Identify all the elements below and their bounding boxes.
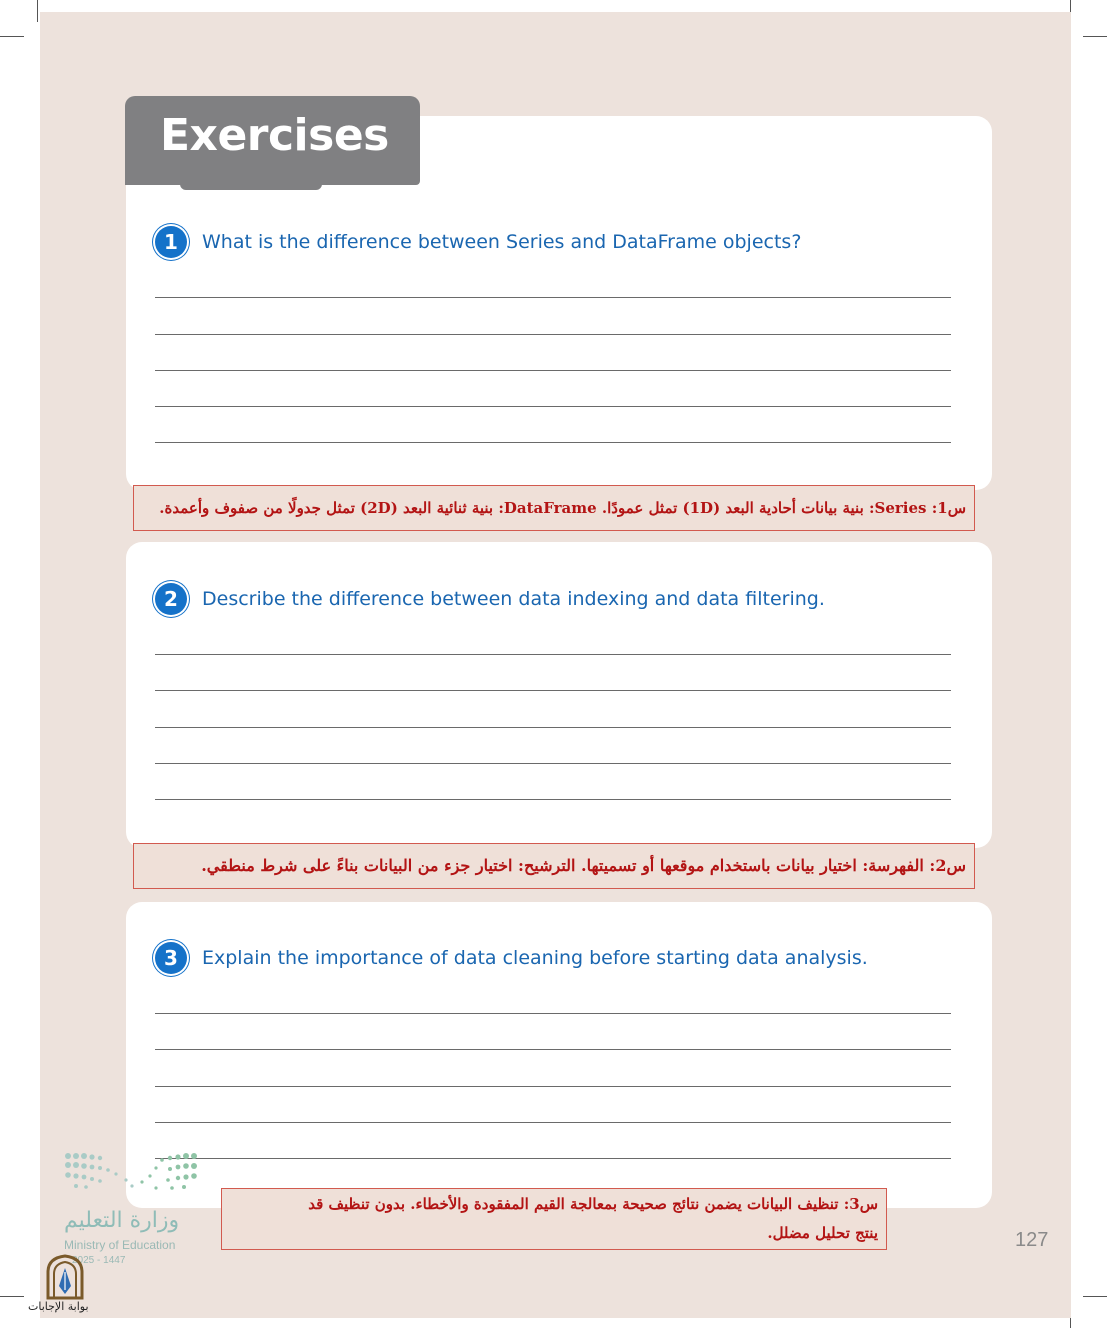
question-number-badge: 2: [155, 583, 187, 615]
page-number: 127: [1015, 1229, 1049, 1251]
crop-mark: [0, 36, 24, 37]
crop-mark: [37, 0, 38, 22]
question-number-badge: 3: [155, 942, 187, 974]
answer-box-1: [133, 485, 975, 531]
answer-line: [155, 370, 951, 371]
question-text: Describe the difference between data indexing and data filtering.: [202, 588, 825, 610]
answer-text-line-2: ينتج تحليل مضلل.: [767, 1224, 878, 1242]
question-text: What is the difference between Series and DataFrame objects?: [202, 231, 802, 253]
answer-line: [155, 690, 951, 691]
answer-line: [155, 1013, 951, 1014]
answer-line: [155, 1158, 951, 1159]
answer-text: س2: الفهرسة: اختيار بيانات باستخدام موقعها أو تسميتها. الترشيح: اختيار جزء من البيانات بناءً على شرط منطقي.: [201, 856, 966, 875]
crop-mark: [0, 1296, 24, 1297]
answer-box-3: [221, 1188, 887, 1250]
answer-line: [155, 1086, 951, 1087]
title-tab-notch: [180, 184, 322, 190]
answer-line: [155, 406, 951, 407]
crop-mark: [1083, 36, 1107, 37]
ministry-name-arabic: وزارة التعليم: [64, 1208, 180, 1233]
answer-line: [155, 727, 951, 728]
ministry-name-english: Ministry of Education: [64, 1238, 176, 1252]
question-text: Explain the importance of data cleaning before starting data analysis.: [202, 947, 868, 969]
answer-text: س1: Series: بنية بيانات أحادية البعد (1D) تمثل عمودًا. DataFrame: بنية ثنائية البعد (2D) تمثل جدولًا من صفوف وأعمدة.: [159, 499, 966, 517]
answer-line: [155, 654, 951, 655]
answer-box-2: [133, 843, 975, 889]
answer-line: [155, 799, 951, 800]
question-number-badge: 1: [155, 226, 187, 258]
page-title: Exercises: [160, 110, 389, 161]
bawaba-logo-icon: [44, 1254, 86, 1300]
answer-text-line-1: س3: تنظيف البيانات يضمن نتائج صحيحة بمعالجة القيم المفقودة والأخطاء. بدون تنظيف قد: [308, 1195, 878, 1213]
ministry-year: 2025 - 1447: [72, 1255, 126, 1266]
answer-line: [155, 297, 951, 298]
answer-line: [155, 763, 951, 764]
crop-mark: [1083, 1296, 1107, 1297]
site-name: بوابة الإجابات: [28, 1300, 89, 1313]
answer-line: [155, 1049, 951, 1050]
answer-line: [155, 1122, 951, 1123]
answer-line: [155, 442, 951, 443]
answer-line: [155, 334, 951, 335]
